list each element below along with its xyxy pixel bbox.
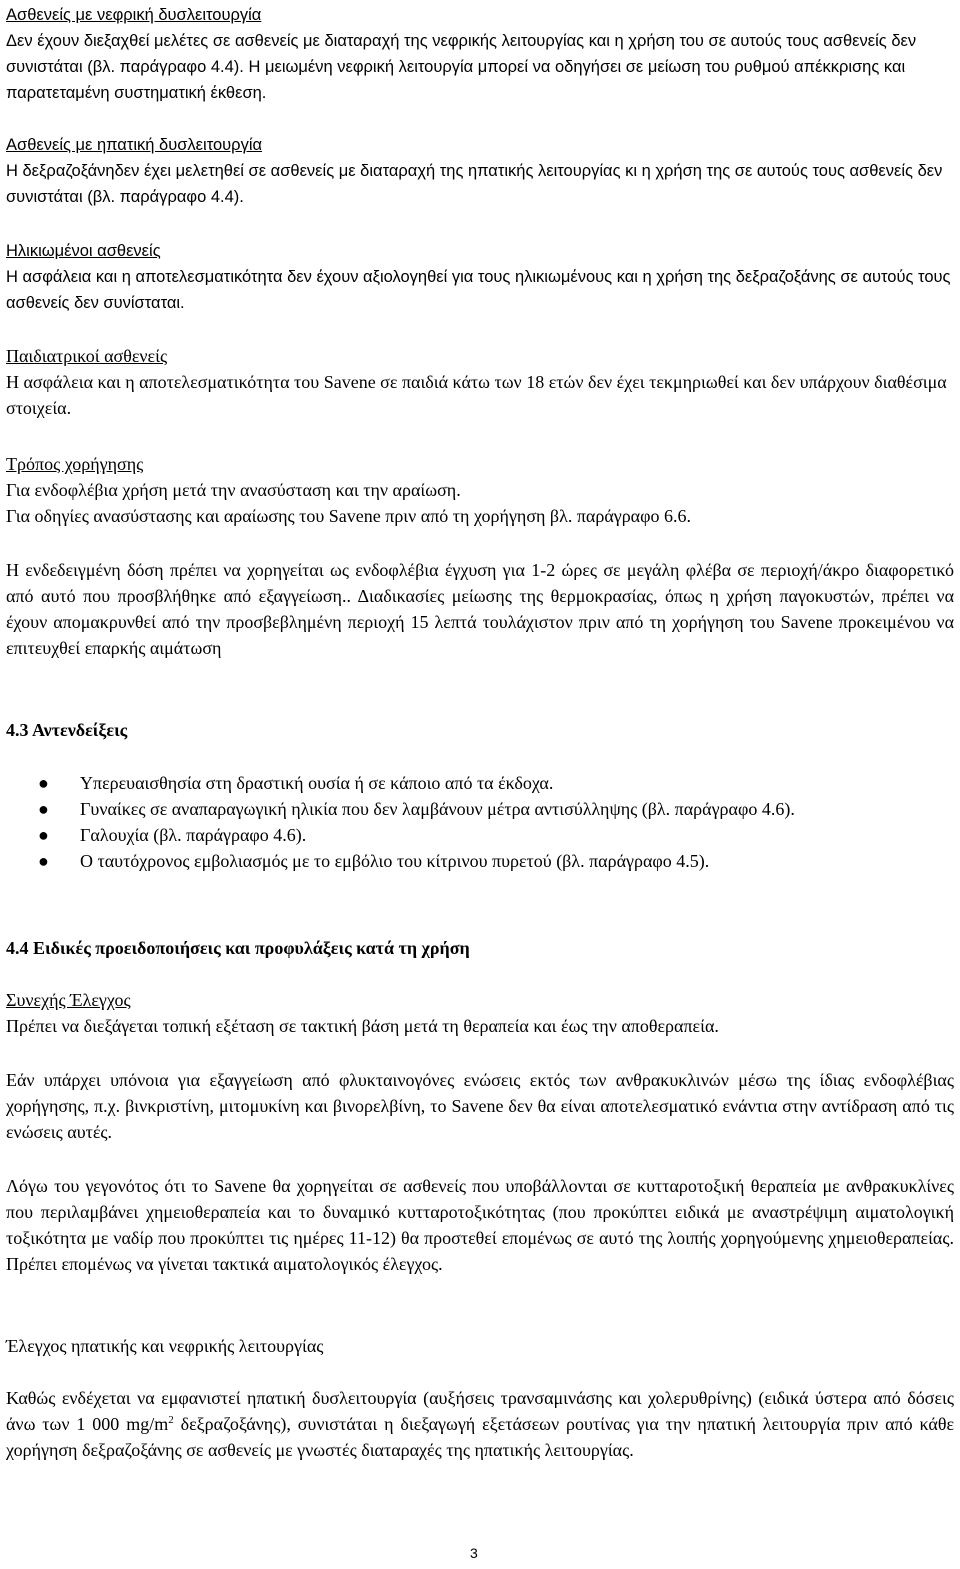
- bullet-icon: ●: [38, 799, 49, 819]
- page-number: 3: [470, 1545, 478, 1561]
- list-item: ● Γαλουχία (βλ. παράγραφο 4.6).: [6, 822, 954, 848]
- hepatic-text: Η δεξραζοξάνηδεν έχει μελετηθεί σε ασθενείς με διαταραχή της ηπατικής λειτουργίας κι η χρήση της σε αυτούς τους ασθενείς δεν συνιστάται (βλ. παράγραφο 4.4).: [6, 162, 943, 206]
- renal-text: Δεν έχουν διεξαχθεί μελέτες σε ασθενείς με διαταραχή της νεφρικής λειτουργίας και η χρήση του σε αυτούς τους ασθενείς δεν συνιστάται (βλ. παράγραφο 4.4). Η μειωμένη νεφρική λειτουργία μπορεί να οδηγήσει σε μείωση του ρυθμού απέκκρισης και παρατεταμένη συστηματική έκθεση.: [6, 32, 917, 102]
- administration-section: [6, 451, 954, 529]
- monitoring-text: Πρέπει να διεξάγεται τοπική εξέταση σε τακτική βάση μετά τη θεραπεία και έως την αποθεραπεία.: [6, 1016, 719, 1036]
- monitoring-section: [6, 987, 954, 1039]
- warnings-heading: 4.4 Ειδικές προειδοποιήσεις και προφυλάξεις κατά τη χρήση: [6, 938, 470, 958]
- hepatic-section: [6, 132, 954, 210]
- vesicant-paragraph: Εάν υπάρχει υπόνοια για εξαγγείωση από φλυκταινογόνες ενώσεις εκτός των ανθρακυκλινών μέσω της ίδιας ενδοφλέβιας χορήγησης, π.χ. βινκριστίνη, μιτομυκίνη και βινορελβίνη, το Savene δεν θα είναι αποτελεσματικό ενάντια στην αντίδραση από τις ενώσεις αυτές.: [6, 1070, 954, 1142]
- hepatic-heading: Ασθενείς με ηπατική δυσλειτουργία: [6, 136, 263, 154]
- administration-heading: Τρόπος χορήγησης: [6, 454, 144, 474]
- contraindications-heading: 4.3 Αντενδείξεις: [6, 720, 128, 740]
- liver-kidney-heading: Έλεγχος ηπατικής και νεφρικής λειτουργίας: [6, 1336, 324, 1356]
- monitoring-heading: Συνεχής Έλεγχος: [6, 990, 131, 1010]
- administration-line1: Για ενδοφλέβια χρήση μετά την ανασύσταση και την αραίωση.: [6, 480, 461, 500]
- administration-line2: Για οδηγίες ανασύστασης και αραίωσης του Savene πριν από τη χορήγηση βλ. παράγραφο 6.6.: [6, 506, 692, 526]
- dose-paragraph: Η ενδεδειγμένη δόση πρέπει να χορηγείται ως ενδοφλέβια έγχυση για 1-2 ώρες σε μεγάλη φλέβα σε περιοχή/άκρο διαφορετικό από αυτό που προσβλήθηκε από εξαγγείωση.. Διαδικασίες μείωσης της θερμοκρασίας, όπως η χρήση παγοκυστών, πρέπει να έχουν απομακρυνθεί από την προσβεβλημένη περιοχή 15 λεπτά τουλάχιστον πριν από τη χορήγηση του Savene προκειμένου να επιτευχθεί επαρκής αιμάτωση: [6, 560, 954, 658]
- cytotoxic-paragraph: Λόγω του γεγονότος ότι το Savene θα χορηγείται σε ασθενείς που υποβάλλονται σε κυτταροτοξική θεραπεία με ανθρακυκλίνες που περιλαμβάνει χημειοθεραπεία και το δυναμικό κυτταροτοξικότητας (που προκύπτει ειδικά με αναστρέψιμη αιματολογική τοξικότητα με ναδίρ που προκύπτει τις ημέρες 11-12) θα προστεθεί επομένως σε αυτό της λοιπής χορηγούμενης χημειοθεραπείας. Πρέπει επομένως να γίνεται τακτικά αιματολογικός έλεγχος.: [6, 1176, 954, 1274]
- bullet-icon: ●: [38, 851, 49, 871]
- renal-heading: Ασθενείς με νεφρική δυσλειτουργία: [6, 6, 262, 24]
- elderly-heading: Ηλικιωμένοι ασθενείς: [6, 242, 161, 260]
- bullet-icon: ●: [38, 825, 49, 845]
- list-item: ● Γυναίκες σε αναπαραγωγική ηλικία που δεν λαμβάνουν μέτρα αντισύλληψης (βλ. παράγραφο 4.6).: [6, 796, 954, 822]
- paediatric-section: [6, 343, 954, 421]
- list-item: ● Ο ταυτόχρονος εμβολιασμός με το εμβόλιο του κίτρινου πυρετού (βλ. παράγραφο 4.5).: [6, 848, 954, 874]
- liver-paragraph: Καθώς ενδέχεται να εμφανιστεί ηπατική δυσλειτουργία (αυξήσεις τρανσαμινάσης και χολερυθρίνης) (ειδικά ύστερα από δόσεις άνω των 1 000 $mg/m^2$ δεξραζοξάνης), συνιστάται η διεξαγωγή εξετάσεων ρουτίνας για την ηπατική λειτουργία πριν από κάθε χορήγηση δεξραζοξάνης σε ασθενείς με γνωστές διαταραχές της ηπατικής λειτουργίας.: [6, 1388, 955, 1460]
- elderly-section: [6, 238, 954, 316]
- paediatric-text: Η ασφάλεια και η αποτελεσματικότητα του Savene σε παιδιά κάτω των 18 ετών δεν έχει τεκμηριωθεί και δεν υπάρχουν διαθέσιμα στοιχεία.: [6, 372, 947, 418]
- renal-section: [6, 2, 954, 106]
- elderly-text: Η ασφάλεια και η αποτελεσματικότητα δεν έχουν αξιολογηθεί για τους ηλικιωμένους και η χρήση της δεξραζοξάνης σε αυτούς τους ασθενείς δεν συνίσταται.: [6, 268, 951, 312]
- list-item: ● Υπερευαισθησία στη δραστική ουσία ή σε κάποιο από τα έκδοχα.: [6, 770, 954, 796]
- paediatric-heading: Παιδιατρικοί ασθενείς: [6, 346, 168, 366]
- bullet-icon: ●: [38, 773, 49, 793]
- contraindications-list: [6, 770, 954, 874]
